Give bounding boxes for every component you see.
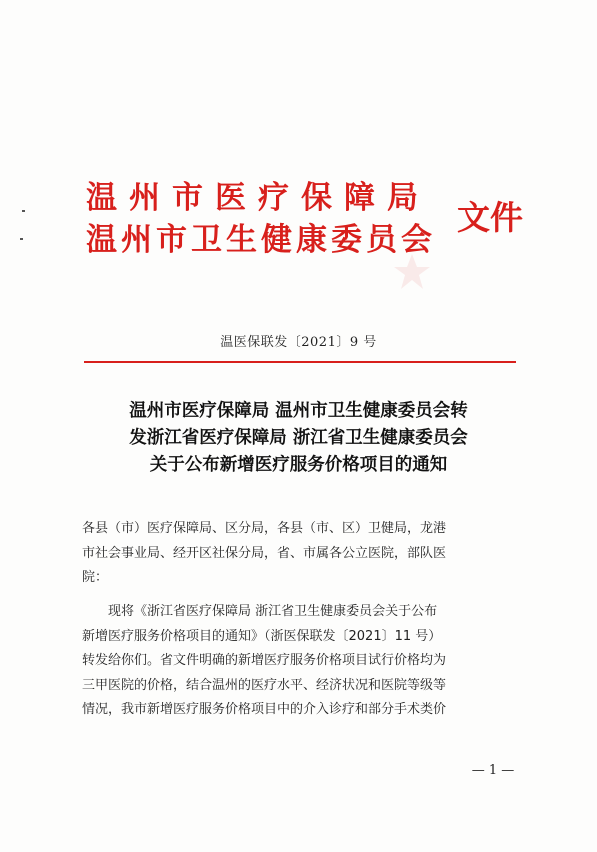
body-line: 情况，我市新增医疗服务价格项目中的介入诊疗和部分手术类价 — [82, 702, 447, 718]
document-type-label: 文件 — [457, 198, 523, 237]
addressee-block — [82, 517, 522, 591]
body-line: 三甲医院的价格，结合温州的医疗水平、经济状况和医院等级等 — [82, 677, 447, 693]
issuer-name-2: 温州市卫生健康委员会 — [86, 222, 436, 258]
issuer-header — [86, 172, 546, 272]
title-line: 温州市医疗保障局 温州市卫生健康委员会转 — [129, 401, 468, 421]
scan-mark — [22, 210, 25, 212]
body-line: 现将《浙江省医疗保障局 浙江省卫生健康委员会关于公布 — [108, 604, 438, 619]
addressee-line: 市社会事业局、经开区社保分局，省、市属各公立医院，部队医 — [82, 545, 447, 561]
addressee-line: 各县（市）医疗保障局、区分局，各县（市、区）卫健局，龙港 — [82, 521, 447, 536]
body-line: 新增医疗服务价格项目的通知》（浙医保联发〔2021〕11 号） — [82, 628, 442, 644]
body-paragraph — [82, 600, 522, 723]
scan-mark — [20, 238, 23, 240]
red-divider-line — [84, 361, 516, 363]
issuer-name-1: 温州市医疗保障局 — [86, 180, 430, 216]
body-line: 转发给你们。省文件明确的新增医疗服务价格项目试行价格均为 — [82, 653, 447, 669]
title-line: 发浙江省医疗保障局 浙江省卫生健康委员会 — [129, 428, 468, 448]
page-number: — 1 — — [471, 763, 515, 778]
document-number: 温医保联发〔2021〕9 号 — [220, 335, 377, 350]
title-line: 关于公布新增医疗服务价格项目的通知 — [149, 455, 448, 475]
document-title — [60, 398, 537, 479]
addressee-line: 院： — [82, 570, 109, 586]
